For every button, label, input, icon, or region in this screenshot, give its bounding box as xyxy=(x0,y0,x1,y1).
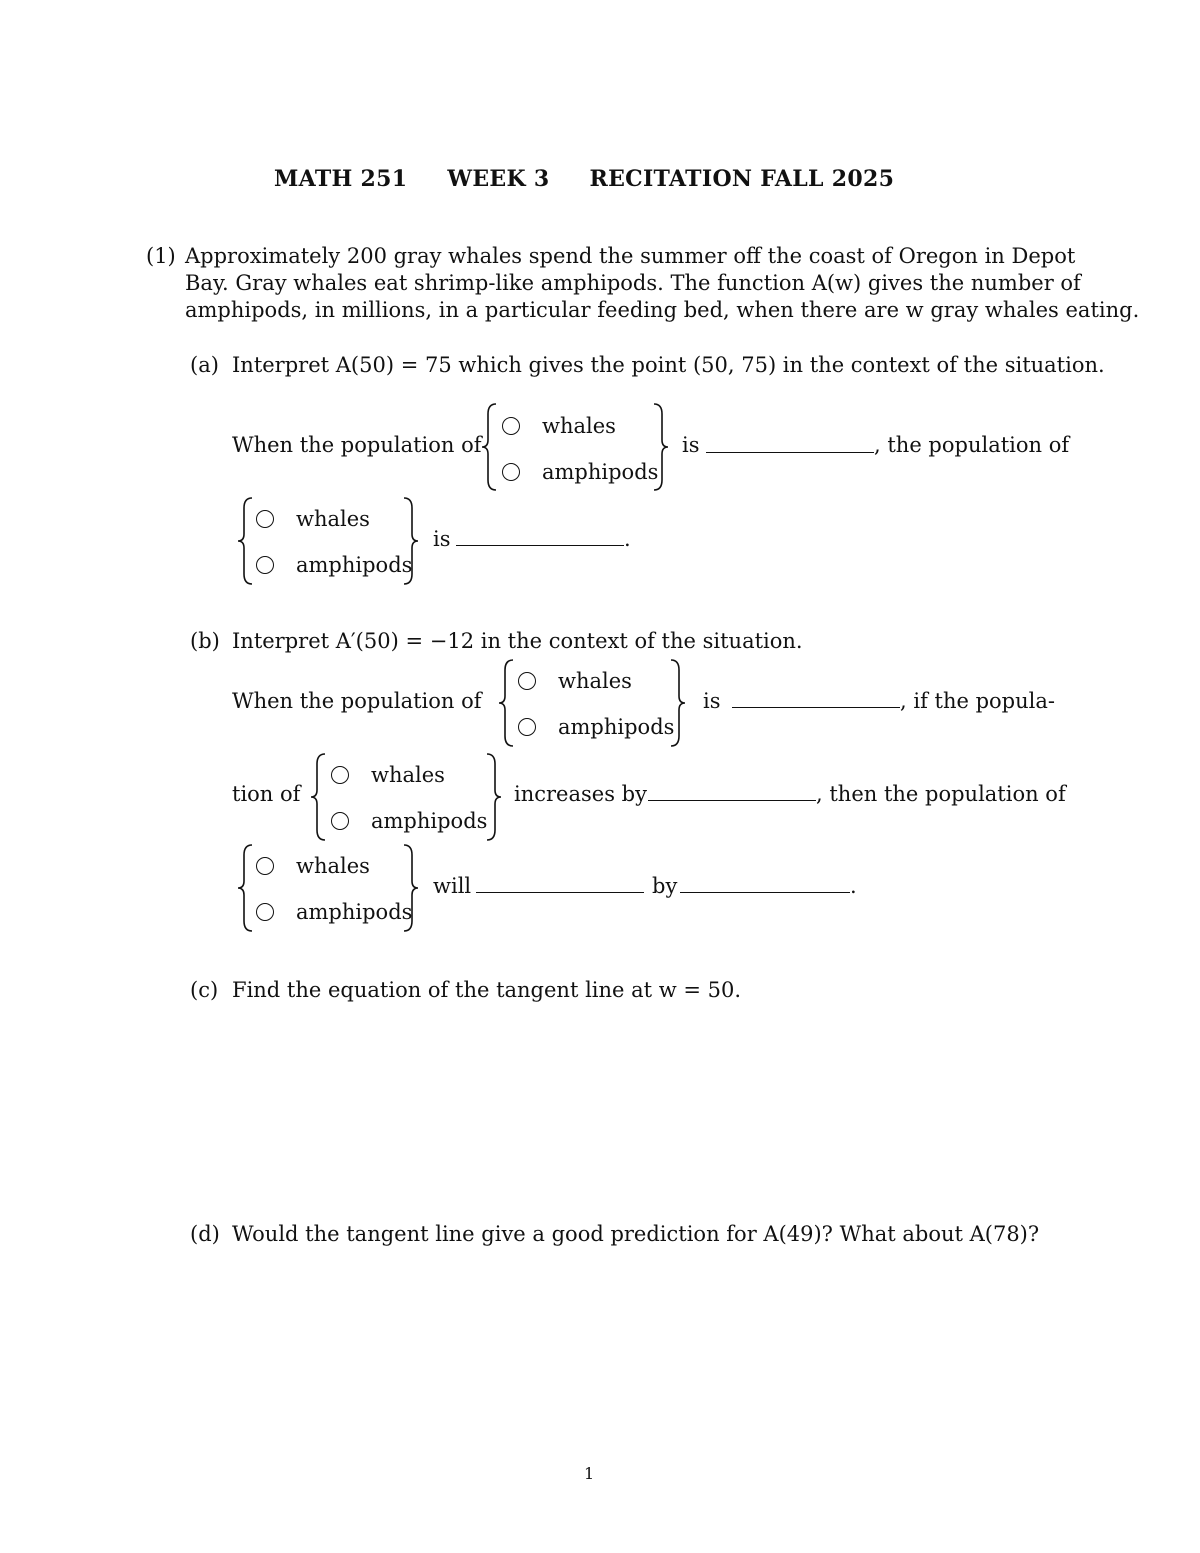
term-label: RECITATION FALL 2025 xyxy=(589,166,895,192)
radio-icon[interactable] xyxy=(256,903,274,921)
option-whales[interactable]: whales xyxy=(256,505,370,533)
part-a-label: (a) xyxy=(190,353,219,377)
radio-icon[interactable] xyxy=(331,766,349,784)
part-a-line1-is: is xyxy=(682,433,700,457)
right-brace-icon xyxy=(669,658,687,748)
part-b-line2-post: , then the population of xyxy=(816,782,1066,806)
problem-text-line-2: Bay. Gray whales eat shrimp-like amphipods. The function A(w) gives the number of xyxy=(185,271,1081,295)
part-b-line2-pre: tion of xyxy=(232,782,301,806)
radio-icon[interactable] xyxy=(502,463,520,481)
option-whales[interactable]: whales xyxy=(331,761,445,789)
part-a-line1-post: , the population of xyxy=(874,433,1070,457)
part-b-line3-will: will xyxy=(433,874,472,898)
course-code: MATH 251 xyxy=(274,166,408,192)
radio-icon[interactable] xyxy=(331,812,349,830)
problem-number: (1) xyxy=(146,244,176,268)
answer-blank-a2[interactable] xyxy=(456,545,624,546)
radio-icon[interactable] xyxy=(256,510,274,528)
radio-icon[interactable] xyxy=(518,718,536,736)
choice-group-b2 xyxy=(309,752,499,842)
part-b-line1-pre: When the population of xyxy=(232,689,482,713)
part-a-line1-pre: When the population of xyxy=(232,433,482,457)
part-b-line1-is: is xyxy=(703,689,721,713)
option-amphipods[interactable]: amphipods xyxy=(256,551,412,579)
radio-icon[interactable] xyxy=(256,556,274,574)
part-b-line2-mid: increases by xyxy=(514,782,647,806)
answer-blank-b4[interactable] xyxy=(680,892,850,893)
part-d-prompt: Would the tangent line give a good prediction for A(49)? What about A(78)? xyxy=(232,1222,1040,1246)
radio-icon[interactable] xyxy=(518,672,536,690)
radio-icon[interactable] xyxy=(502,417,520,435)
option-amphipods[interactable]: amphipods xyxy=(331,807,487,835)
week-label: WEEK 3 xyxy=(447,166,550,192)
part-b-label: (b) xyxy=(190,629,220,653)
left-brace-icon xyxy=(309,752,327,842)
part-a-line2-end: . xyxy=(624,527,631,551)
answer-blank-b3[interactable] xyxy=(476,892,644,893)
problem-text-line-3: amphipods, in millions, in a particular feeding bed, when there are w gray whales eating. xyxy=(185,298,1140,322)
right-brace-icon xyxy=(402,843,420,933)
left-brace-icon xyxy=(236,843,254,933)
part-b-line3-by: by xyxy=(652,874,678,898)
part-a-line2-is: is xyxy=(433,527,451,551)
choice-group-a1 xyxy=(480,402,670,492)
left-brace-icon xyxy=(497,658,515,748)
part-a-prompt: Interpret A(50) = 75 which gives the point (50, 75) in the context of the situation. xyxy=(232,353,1105,377)
answer-blank-b2[interactable] xyxy=(648,800,816,801)
part-b-line3-end: . xyxy=(850,874,857,898)
option-whales[interactable]: whales xyxy=(502,412,616,440)
option-amphipods[interactable]: amphipods xyxy=(256,898,412,926)
part-c-label: (c) xyxy=(190,978,219,1002)
page-number: 1 xyxy=(584,1464,595,1483)
part-c-prompt: Find the equation of the tangent line at w = 50. xyxy=(232,978,742,1002)
option-whales[interactable]: whales xyxy=(256,852,370,880)
page-title xyxy=(274,166,894,192)
option-amphipods[interactable]: amphipods xyxy=(502,458,658,486)
right-brace-icon xyxy=(402,496,420,586)
option-whales[interactable]: whales xyxy=(518,667,632,695)
radio-icon[interactable] xyxy=(256,857,274,875)
option-amphipods[interactable]: amphipods xyxy=(518,713,674,741)
part-b-prompt: Interpret A′(50) = −12 in the context of the situation. xyxy=(232,629,803,653)
choice-group-b1 xyxy=(497,658,687,748)
part-d-label: (d) xyxy=(190,1222,220,1246)
problem-text-line-1: Approximately 200 gray whales spend the summer off the coast of Oregon in Depot xyxy=(185,244,1076,268)
part-b-line1-post: , if the popula- xyxy=(900,689,1055,713)
left-brace-icon xyxy=(480,402,498,492)
right-brace-icon xyxy=(485,752,503,842)
answer-blank-b1[interactable] xyxy=(732,707,900,708)
answer-blank-a1[interactable] xyxy=(706,452,874,453)
choice-group-a2 xyxy=(236,496,426,586)
left-brace-icon xyxy=(236,496,254,586)
right-brace-icon xyxy=(652,402,670,492)
choice-group-b3 xyxy=(236,843,426,933)
